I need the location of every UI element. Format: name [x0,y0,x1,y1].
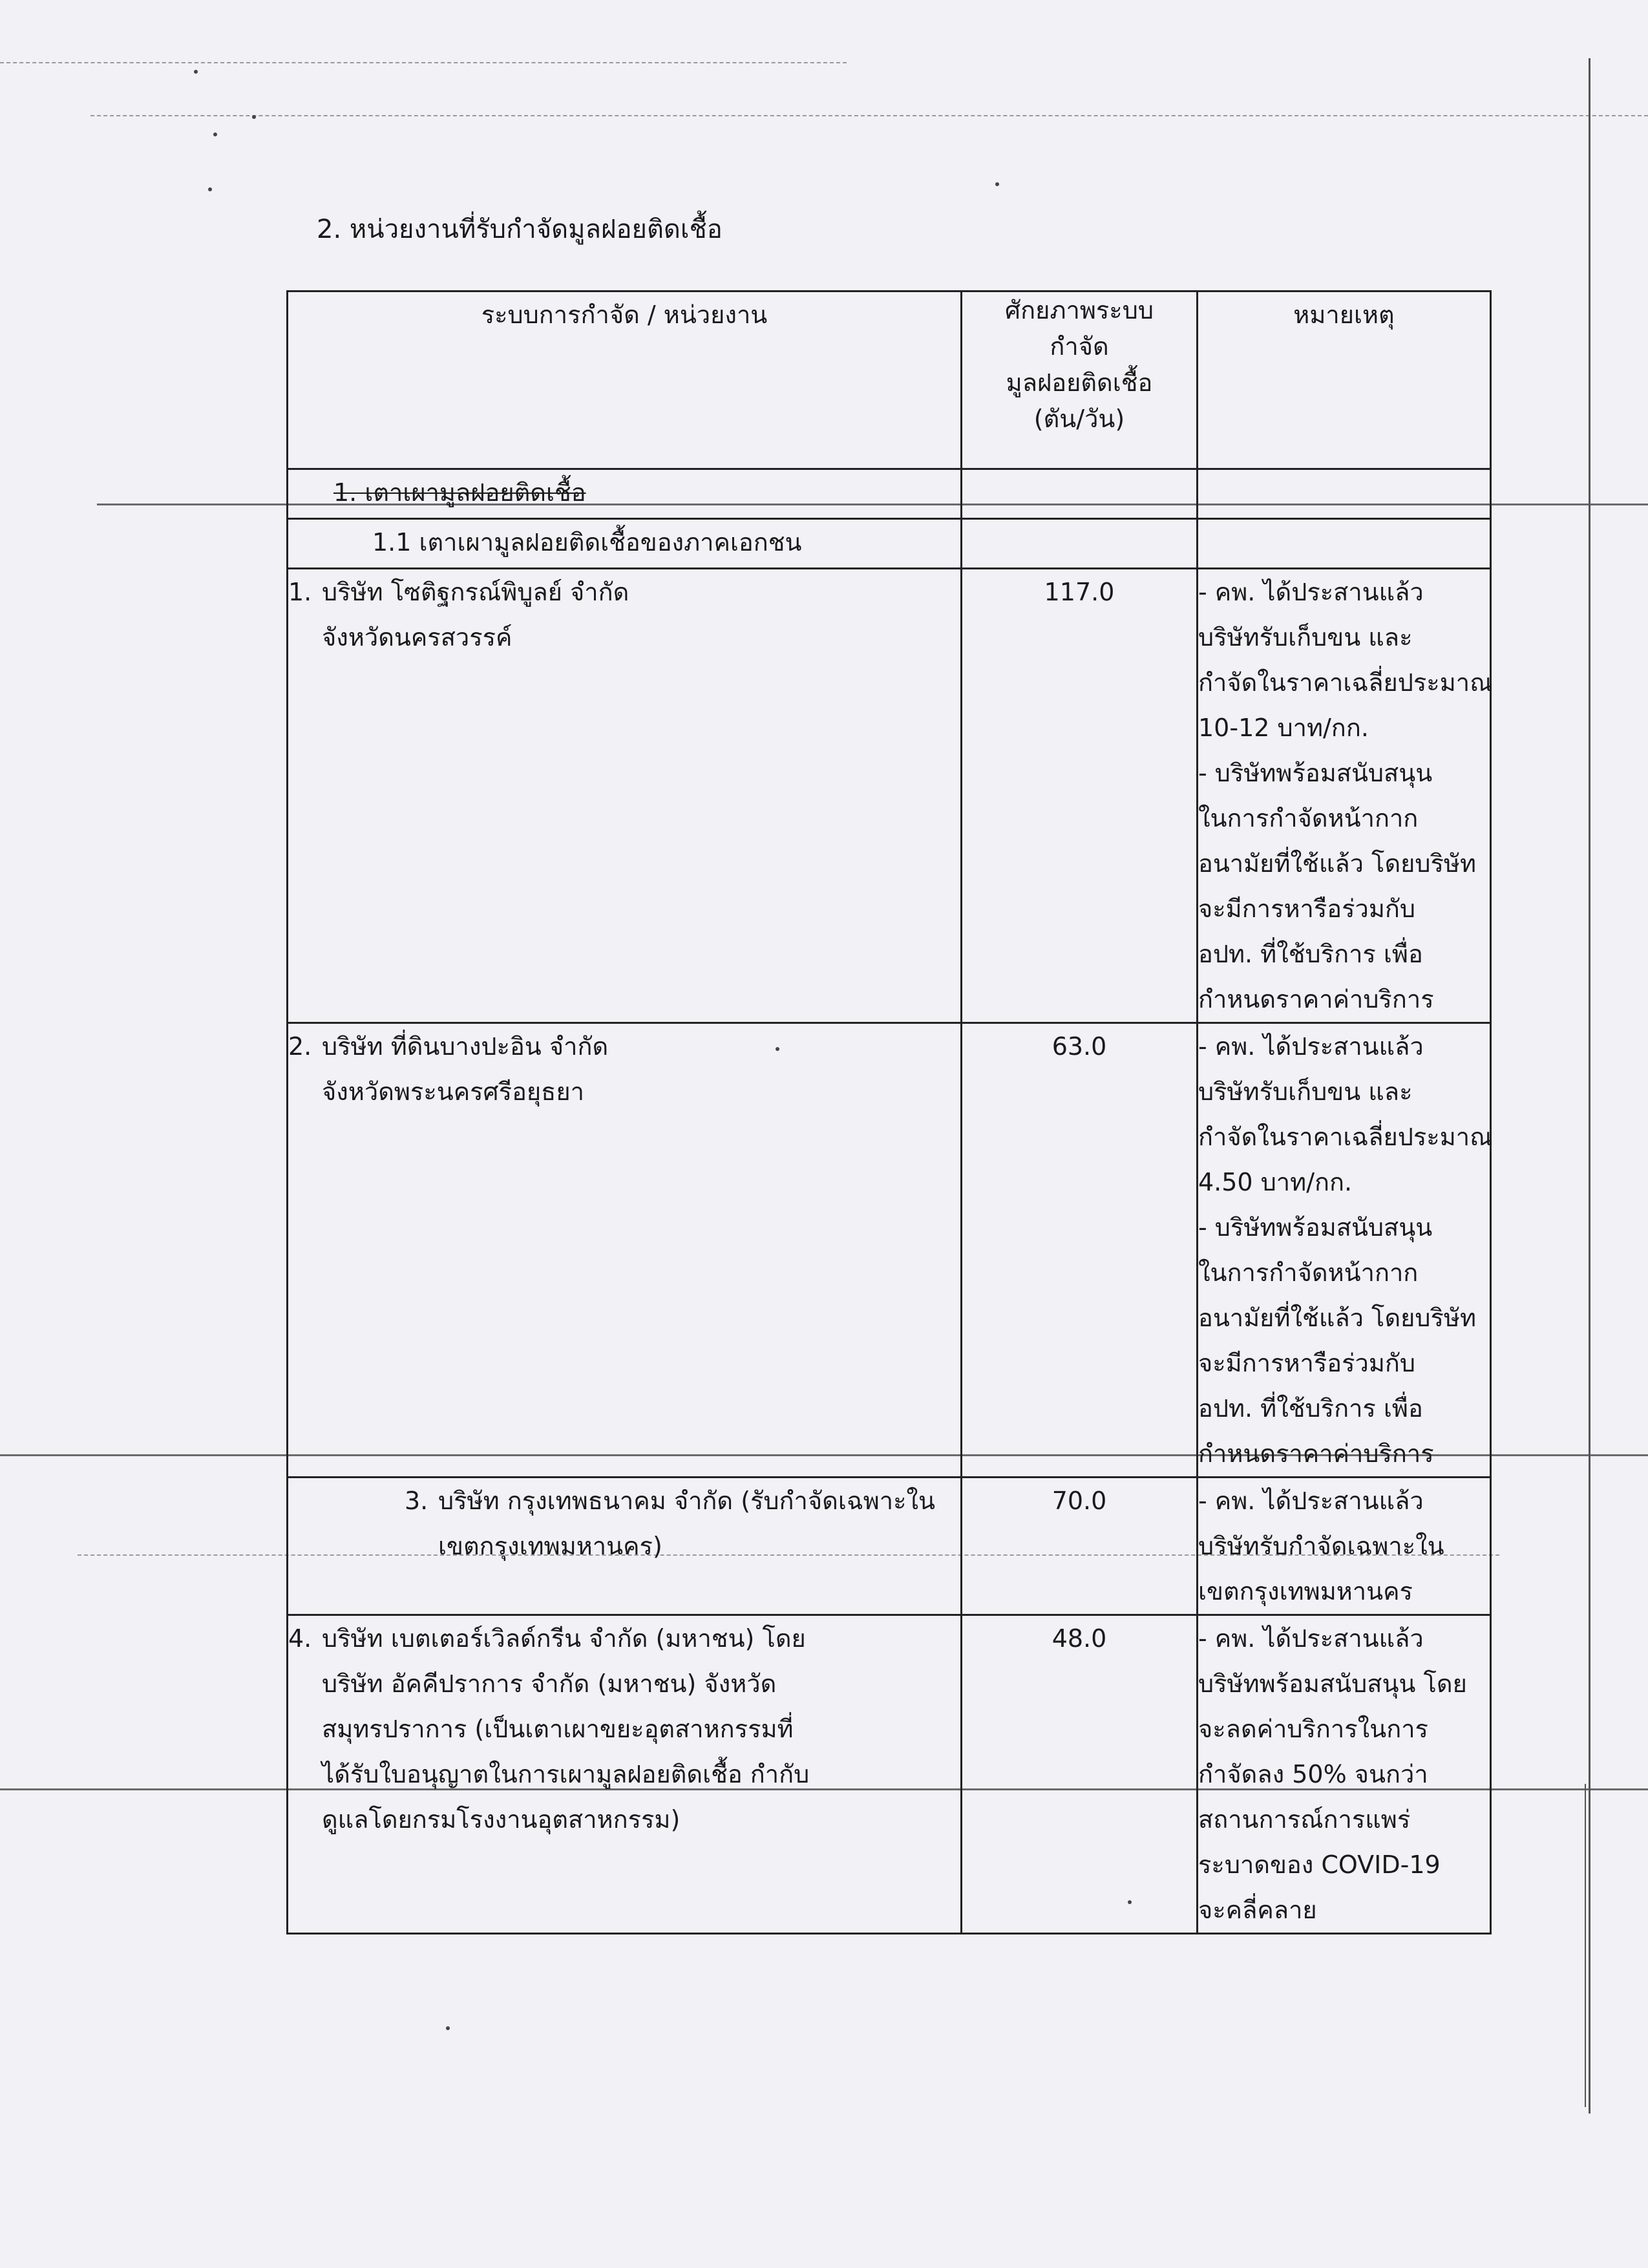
capacity-cell: 117.0 [962,569,1198,1023]
note-line: อปท. ที่ใช้บริการ เพื่อ [1198,1394,1423,1423]
organization-name: บริษัท เบตเตอร์เวิลด์กรีน จำกัด (มหาชน) โดย [322,1624,806,1653]
table-row [288,1023,1491,1478]
note-line: - บริษัทพร้อมสนับสนุน [1198,1213,1433,1242]
scan-speck [252,115,256,119]
disposal-facilities-table [286,290,1492,1934]
note-cell [1198,1615,1491,1934]
note-line: จะลดค่าบริการในการ [1198,1715,1428,1743]
header-note: หมายเหตุ [1198,291,1491,469]
note-line: บริษัทรับเก็บขน และ [1198,623,1413,652]
row-number: 4. [288,1624,312,1653]
organization-name-cont: ดูแลโดยกรมโรงงานอุตสาหกรรม) [322,1805,681,1834]
organization-cell [288,1023,962,1478]
note-line: กำจัดในราคาเฉลี่ยประมาณ [1198,1123,1493,1151]
note-cell [1198,569,1491,1023]
organization-name: บริษัท โซติฐกรณ์พิบูลย์ จำกัด [322,578,629,606]
table-row [288,569,1491,1023]
note-line: 4.50 บาท/กก. [1198,1168,1353,1196]
header-capacity-line: (ตัน/วัน) [1033,405,1125,433]
table-header-row [288,291,1491,469]
organization-cell [288,1615,962,1934]
note-line: กำจัดลง 50% จนกว่า [1198,1760,1428,1788]
category-label: 1. เตาเผามูลฝอยติดเชื้อ [333,478,586,507]
organization-province: จังหวัดนครสวรรค์ [322,623,512,652]
note-line: ในการกำจัดหน้ากาก [1198,804,1419,832]
note-line: - คพ. ได้ประสานแล้ว [1198,578,1424,606]
scan-artifact-edge [1585,1784,1586,2107]
scan-speck [194,70,198,74]
row-number: 1. [288,578,312,606]
table-row [288,1615,1491,1934]
header-capacity [962,291,1198,469]
header-capacity-line: มูลฝอยติดเชื้อ [1006,368,1153,397]
subcategory-label: 1.1 เตาเผามูลฝอยติดเชื้อของภาคเอกชน [372,528,802,556]
organization-name-cont: ได้รับใบอนุญาตในการเผามูลฝอยติดเชื้อ กำกับ [322,1760,810,1788]
note-cell [1198,1023,1491,1478]
section-title: 2. หน่วยงานที่รับกำจัดมูลฝอยติดเชื้อ [317,215,723,244]
row-number: 3. [405,1487,428,1515]
note-line: - คพ. ได้ประสานแล้ว [1198,1487,1424,1515]
note-line: จะคลี่คลาย [1198,1896,1317,1924]
note-line: กำหนดราคาค่าบริการ [1198,1439,1434,1468]
note-line: อนามัยที่ใช้แล้ว โดยบริษัท [1198,849,1477,878]
scan-speck [213,132,217,136]
category-row [288,469,1491,519]
scan-artifact-line [90,115,1648,116]
header-capacity-line: กำจัด [1050,332,1109,361]
note-line: ระบาดของ COVID-19 [1198,1850,1441,1879]
capacity-cell: 48.0 [962,1615,1198,1934]
note-line: กำจัดในราคาเฉลี่ยประมาณ [1198,668,1493,697]
table-row [288,1478,1491,1615]
organization-name-cont: สมุทรปราการ (เป็นเตาเผาขยะอุตสาหกรรมที่ [322,1715,794,1743]
note-line: เขตกรุงเทพมหานคร [1198,1577,1413,1606]
organization-name-cont: บริษัท อัคคีปราการ จำกัด (มหาชน) จังหวัด [322,1669,777,1698]
category-cell [288,469,962,519]
note-line: ในการกำจัดหน้ากาก [1198,1258,1419,1287]
organization-cell [288,569,962,1023]
scan-artifact-line [0,62,847,63]
note-line: กำหนดราคาค่าบริการ [1198,985,1434,1013]
note-line: อนามัยที่ใช้แล้ว โดยบริษัท [1198,1304,1477,1332]
capacity-cell: 70.0 [962,1478,1198,1615]
organization-name: บริษัท ที่ดินบางปะอิน จำกัด [322,1032,609,1061]
header-system: ระบบการกำจัด / หน่วยงาน [288,291,962,469]
note-line: จะมีการหารือร่วมกับ [1198,895,1416,923]
scan-speck [446,2026,450,2030]
note-line: สถานการณ์การแพร่ [1198,1805,1411,1834]
organization-name: บริษัท กรุงเทพธนาคม จำกัด (รับกำจัดเฉพาะใน [438,1487,936,1515]
subcategory-row [288,519,1491,569]
note-line: จะมีการหารือร่วมกับ [1198,1349,1416,1377]
organization-name-cont: เขตกรุงเทพมหานคร) [438,1532,662,1560]
note-line: บริษัทรับกำจัดเฉพาะใน [1198,1532,1444,1560]
note-line: - คพ. ได้ประสานแล้ว [1198,1624,1424,1653]
scan-artifact-edge [1589,58,1590,2114]
note-line: 10-12 บาท/กก. [1198,714,1369,742]
row-number: 2. [288,1032,312,1061]
organization-cell [288,1478,962,1615]
scan-speck [208,187,212,191]
capacity-cell: 63.0 [962,1023,1198,1478]
note-line: - บริษัทพร้อมสนับสนุน [1198,759,1433,787]
scan-speck [995,182,999,186]
note-line: อปท. ที่ใช้บริการ เพื่อ [1198,940,1423,968]
note-line: บริษัทรับเก็บขน และ [1198,1077,1413,1106]
header-capacity-line: ศักยภาพระบบ [1005,296,1154,324]
note-line: บริษัทพร้อมสนับสนุน โดย [1198,1669,1467,1698]
note-line: - คพ. ได้ประสานแล้ว [1198,1032,1424,1061]
organization-province: จังหวัดพระนครศรีอยุธยา [322,1077,584,1106]
note-cell [1198,1478,1491,1615]
subcategory-cell [288,519,962,569]
